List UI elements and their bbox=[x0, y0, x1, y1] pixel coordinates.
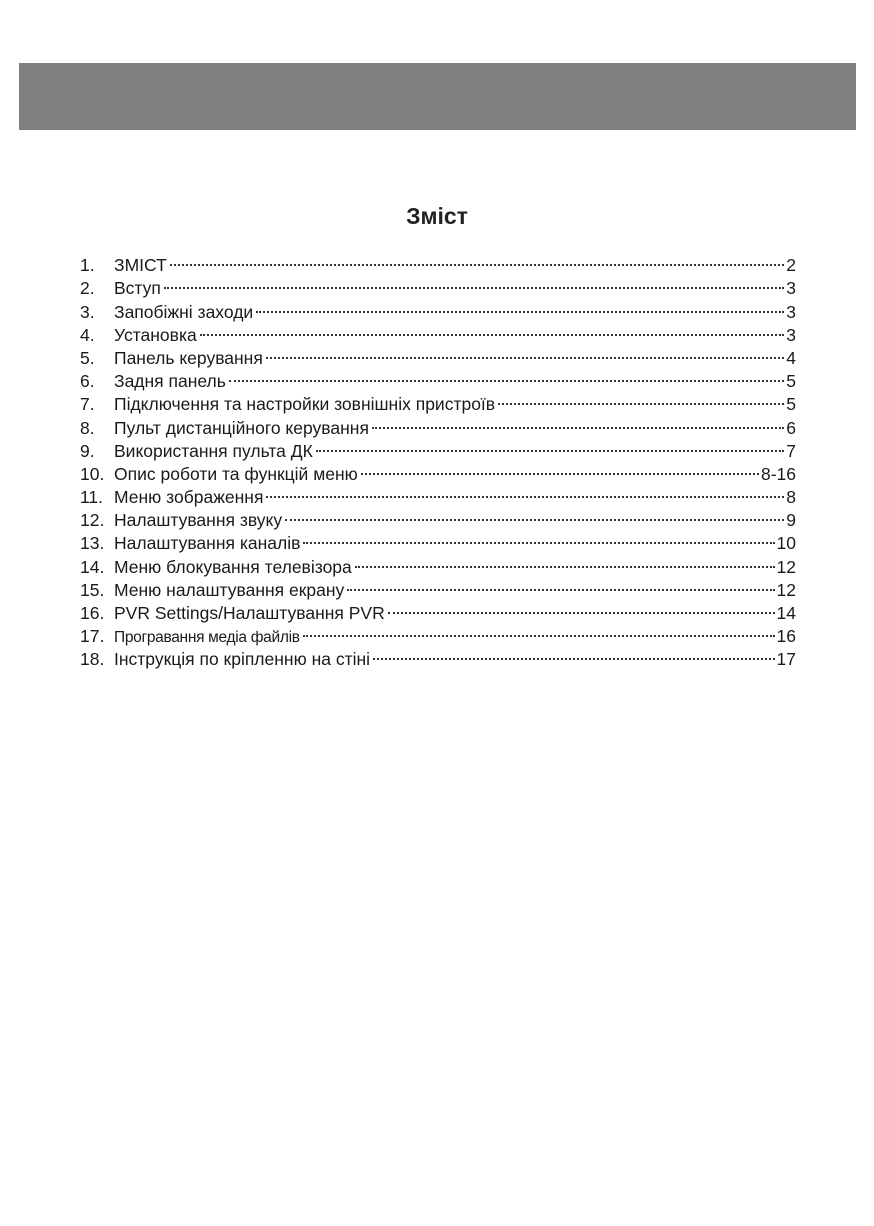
toc-leader-dots bbox=[347, 573, 774, 596]
toc-number: 14. bbox=[80, 556, 105, 577]
toc-page-number: 12 bbox=[776, 556, 796, 577]
toc-leader-dots bbox=[303, 526, 774, 549]
toc-page-number: 12 bbox=[776, 579, 796, 600]
toc-title: Вступ bbox=[114, 278, 161, 299]
toc-leader-dots bbox=[388, 596, 775, 619]
toc-page-number: 4 bbox=[786, 347, 796, 368]
toc-title: Установка bbox=[114, 324, 197, 345]
toc-page-number: 6 bbox=[786, 417, 796, 438]
toc-leader-dots bbox=[200, 318, 785, 341]
toc-page-number: 7 bbox=[786, 440, 796, 461]
toc-number: 9. bbox=[80, 440, 95, 461]
toc-leader-dots bbox=[266, 341, 784, 364]
toc-number: 1. bbox=[80, 255, 95, 276]
toc-leader-dots bbox=[372, 410, 784, 433]
toc-number: 4. bbox=[80, 324, 95, 345]
toc-page-number: 16 bbox=[776, 626, 796, 647]
toc-number: 5. bbox=[80, 347, 95, 368]
toc-leader-dots bbox=[303, 619, 775, 642]
toc-title: Налаштування каналів bbox=[114, 533, 301, 554]
toc-title: Опис роботи та функцій меню bbox=[114, 463, 358, 484]
table-of-contents bbox=[80, 248, 796, 670]
toc-page-number: 8 bbox=[786, 487, 796, 508]
toc-title: Пульт дистанційного керування bbox=[114, 417, 369, 438]
toc-title: PVR Settings/Налаштування PVR bbox=[114, 603, 385, 623]
toc-title: ЗМІСТ bbox=[114, 255, 167, 276]
toc-number: 15. bbox=[80, 579, 105, 600]
toc-title: Використання пульта ДК bbox=[114, 440, 313, 461]
toc-page-number: 3 bbox=[786, 301, 796, 322]
toc-page-number: 10 bbox=[776, 533, 796, 554]
toc-page-number: 14 bbox=[776, 603, 796, 623]
toc-leader-dots bbox=[256, 294, 784, 317]
toc-number: 17. bbox=[80, 626, 105, 647]
toc-leader-dots bbox=[164, 271, 784, 294]
toc-page-number: 2 bbox=[786, 255, 796, 276]
toc-leader-dots bbox=[229, 364, 784, 387]
toc-item[interactable] bbox=[80, 271, 796, 299]
toc-page-number: 3 bbox=[786, 278, 796, 299]
toc-title: Меню блокування телевізора bbox=[114, 556, 352, 577]
toc-number: 8. bbox=[80, 417, 95, 438]
toc-number: 10. bbox=[80, 463, 105, 484]
toc-number: 2. bbox=[80, 278, 95, 299]
toc-item[interactable] bbox=[80, 294, 796, 322]
toc-page-number: 3 bbox=[786, 324, 796, 345]
toc-item[interactable] bbox=[80, 248, 796, 276]
toc-page-number: 5 bbox=[786, 394, 796, 415]
toc-number: 3. bbox=[80, 301, 95, 322]
toc-leader-dots bbox=[355, 549, 775, 572]
toc-title: Програвання медіа файлів bbox=[114, 629, 300, 647]
toc-leader-dots bbox=[498, 387, 784, 410]
toc-number: 12. bbox=[80, 510, 105, 531]
toc-page-number: 17 bbox=[776, 649, 796, 670]
toc-number: 16. bbox=[80, 603, 105, 623]
toc-number: 6. bbox=[80, 371, 95, 392]
toc-title: Інструкція по кріпленню на стіні bbox=[114, 649, 371, 670]
toc-number: 7. bbox=[80, 394, 95, 415]
toc-title: Налаштування звуку bbox=[114, 510, 283, 531]
toc-leader-dots bbox=[361, 457, 759, 480]
toc-title: Задня панель bbox=[114, 371, 226, 392]
toc-page-number: 5 bbox=[786, 371, 796, 392]
toc-title: Панель керування bbox=[114, 347, 263, 368]
toc-leader-dots bbox=[373, 642, 774, 665]
toc-title: Підключення та настройки зовнішніх пристроїв bbox=[114, 394, 496, 415]
toc-leader-dots bbox=[170, 248, 785, 271]
toc-page-number: 8-16 bbox=[760, 463, 796, 484]
toc-title: Меню налаштування екрану bbox=[114, 579, 345, 600]
toc-page-number: 9 bbox=[786, 510, 796, 531]
toc-leader-dots bbox=[316, 434, 784, 457]
toc-leader-dots bbox=[266, 480, 784, 503]
toc-number: 18. bbox=[80, 649, 105, 670]
toc-number: 13. bbox=[80, 533, 105, 554]
toc-number: 11. bbox=[80, 487, 104, 508]
toc-title: Запобіжні заходи bbox=[114, 301, 254, 322]
page-title: Зміст bbox=[406, 203, 468, 230]
header-bar bbox=[19, 63, 856, 130]
toc-title: Меню зображення bbox=[114, 487, 264, 508]
toc-leader-dots bbox=[285, 503, 784, 526]
